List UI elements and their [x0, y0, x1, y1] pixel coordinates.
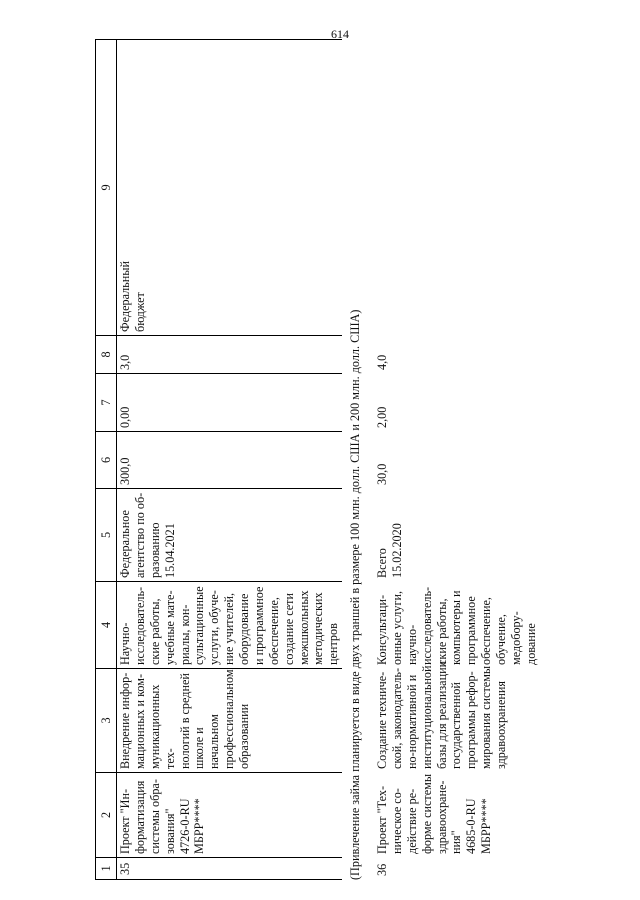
table-row: [117, 40, 343, 880]
cofinancing-amount: 3,0: [117, 336, 343, 374]
rotated-table-page: [95, 40, 575, 880]
col-header-6: 6: [96, 432, 117, 489]
loan-note: (Привлечение займа планируется в виде двух траншей в размере 100 млн. долл. США и 200 млн. долл. США): [348, 309, 362, 880]
col-header-1: 1: [96, 858, 117, 880]
funding-source: Федеральный бюджет: [117, 40, 343, 336]
disbursed-amount: 0,00: [117, 374, 343, 432]
col-header-8: 8: [96, 336, 117, 374]
col-header-4: 4: [96, 582, 117, 669]
project-goal: Создание техниче- ской, законодатель- но-нормативной и институциональной базы для реализации государственной программы рефор- мирования системы здравоохранения: [375, 660, 508, 769]
responsible-agency: Всего 15.02.2020: [375, 523, 404, 578]
project-activities: Консультаци- онные услуги, научно- исследователь- ские работы, компьютеры и программное обеспечение, обучение, медобору- дование: [375, 586, 538, 665]
col-header-2: 2: [96, 773, 117, 858]
col-header-3: 3: [96, 669, 117, 773]
project-goal: Внедрение инфор- мационных и ком- муникационных тех- нологий в средней школе и начальном профессиональном образовании: [117, 669, 343, 773]
col-header-7: 7: [96, 374, 117, 432]
col-header-5: 5: [96, 489, 117, 582]
row-number: 35: [117, 858, 343, 880]
responsible-agency: Федеральное агентство по об- разованию 15.04.2021: [117, 489, 343, 582]
header-row: [96, 40, 117, 880]
row-number: 36: [375, 863, 389, 876]
loan-amount: 300,0: [117, 432, 343, 489]
cofinancing-amount: 4,0: [375, 354, 389, 370]
project-name: Проект "Ин- форматизация системы обра- зования" 4726-0-RU МБРР****: [117, 773, 343, 858]
project-name: Проект "Тех- ническое со- действие ре- форме системы здравоохране- ния" 4685-0-RU МБРР****: [375, 773, 494, 854]
loan-amount: 30,0: [375, 463, 389, 485]
project-activities: Научно- исследователь- ские работы, учебные мате- риалы, кон- сультационные услуги, обуче- ние учителей, оборудование и программное обеспечение, создание сети межшкольных методических центров: [117, 582, 343, 669]
loan-projects-table: [95, 39, 342, 880]
disbursed-amount: 2,00: [375, 406, 389, 428]
page-number: 614: [331, 27, 349, 41]
col-header-9: 9: [96, 40, 117, 336]
